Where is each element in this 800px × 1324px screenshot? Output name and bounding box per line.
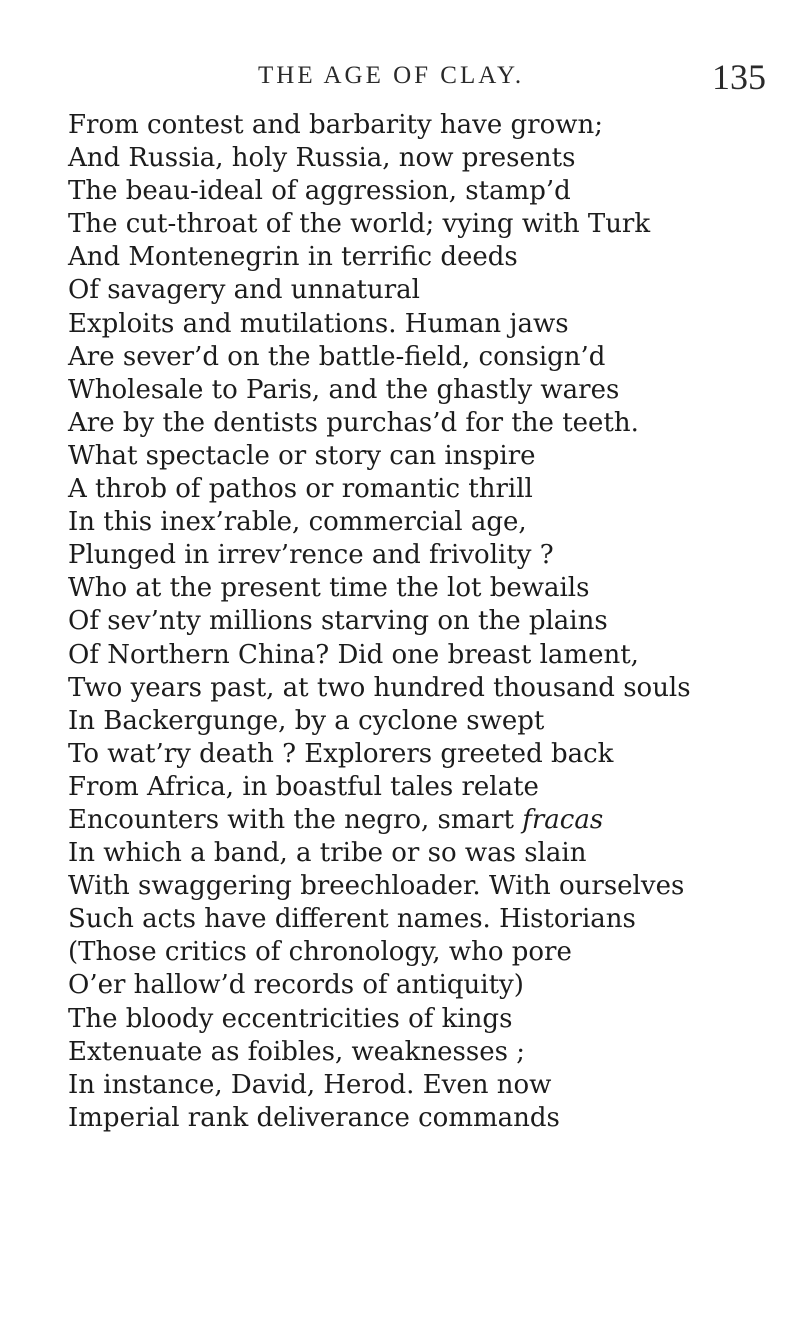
poem-line: From Africa, in boastful tales relate [68, 771, 539, 802]
poem-line [68, 804, 788, 837]
poem-line: Of sev’nty millions starving on the plains [68, 606, 608, 637]
poem-line: Who at the present time the lot bewails [68, 573, 590, 604]
poem-line: Are sever’d on the battle-field, consign’d [68, 341, 606, 372]
poem-line: In this inex’rable, commercial age, [68, 507, 527, 538]
poem-line-italic: fracas [522, 804, 604, 835]
page-number: 135 [712, 57, 766, 97]
poem-line: With swaggering breechloader. With ourselves [68, 871, 685, 902]
poem-line: What spectacle or story can inspire [68, 440, 536, 471]
poem-line: O’er hallow’d records of antiquity) [68, 970, 524, 1001]
poem-line: Exploits and mutilations. Human jaws [68, 308, 569, 339]
poem-line: The beau-ideal of aggression, stamp’d [68, 176, 571, 207]
running-title: THE AGE OF CLAY. [258, 62, 525, 89]
poem-line: To wat’ry death ? Explorers greeted back [68, 738, 614, 769]
poem-line: Are by the dentists purchas’d for the teeth. [68, 407, 639, 438]
poem-line-text: Encounters with the negro, smart [68, 804, 523, 835]
poem-line: (Those critics of chronology, who pore [68, 937, 572, 968]
poem-line: Extenuate as foibles, weaknesses ; [68, 1036, 525, 1067]
poem-line: In instance, David, Herod. Even now [68, 1069, 552, 1100]
poem-line: From contest and barbarity have grown; [68, 110, 603, 140]
poem-line: Two years past, at two hundred thousand souls [68, 672, 691, 703]
poem-line: Plunged in irrev’rence and frivolity ? [68, 540, 554, 571]
poem-line: In Backergunge, by a cyclone swept [68, 705, 545, 736]
poem-line: And Montenegrin in terrific deeds [68, 242, 518, 273]
poem-line: Such acts have different names. Historians [68, 904, 636, 935]
poem-body [68, 109, 788, 1135]
poem-line: A throb of pathos or romantic thrill [68, 474, 533, 505]
poem-line: Imperial rank deliverance commands [68, 1102, 560, 1133]
poem-line: In which a band, a tribe or so was slain [68, 838, 587, 869]
poem-line: And Russia, holy Russia, now presents [68, 143, 576, 174]
poem-line: Wholesale to Paris, and the ghastly wares [68, 374, 620, 405]
poem-line: Of savagery and unnatural [68, 275, 420, 306]
poem-line: The cut-throat of the world; vying with Turk [68, 209, 651, 240]
poem-line: Of Northern China? Did one breast lament, [68, 639, 639, 670]
poem-line: The bloody eccentricities of kings [68, 1003, 513, 1034]
